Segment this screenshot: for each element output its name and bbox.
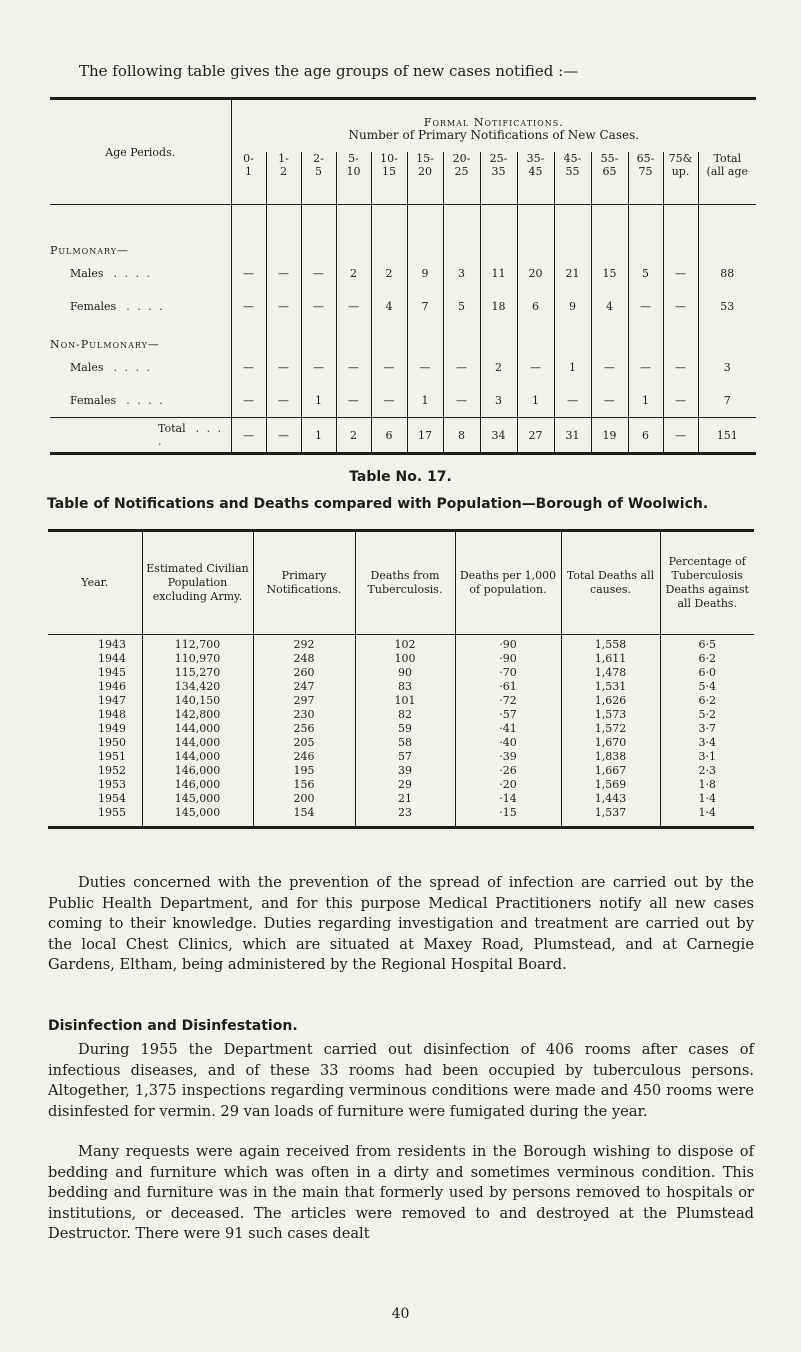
table-cell: ·40: [455, 736, 561, 750]
table-cell: —: [591, 351, 628, 384]
table-cell: 1947: [98, 694, 126, 707]
age-col-bottom: 20: [418, 165, 432, 179]
table-number: Table No. 17.: [349, 469, 452, 485]
table-cell: 1946: [98, 680, 126, 693]
table-cell: 1·8: [660, 778, 754, 792]
total-cell: 6: [371, 418, 407, 454]
table-cell: 3: [443, 257, 480, 290]
table-cell: 6·2: [660, 652, 754, 666]
table-cell: —: [443, 384, 480, 418]
table-cell: 88: [698, 257, 756, 290]
table-cell: 82: [355, 708, 455, 722]
table-cell: ·90: [455, 652, 561, 666]
table-cell: 59: [355, 722, 455, 736]
table-cell: 2: [480, 351, 517, 384]
total-cell: —: [266, 418, 301, 454]
table-row: [50, 384, 756, 418]
age-groups-table: [50, 97, 756, 455]
table-cell: 7: [407, 290, 443, 323]
table-cell: 18: [480, 290, 517, 323]
table-cell: —: [336, 290, 371, 323]
age-periods-header: Age Periods.: [50, 99, 231, 205]
age-col-bottom: (all age: [706, 165, 749, 179]
table-cell: —: [663, 290, 698, 323]
table-cell: 5: [628, 257, 663, 290]
age-col-bottom: 2: [280, 165, 287, 179]
total-cell: —: [231, 418, 266, 454]
table-row: [48, 652, 754, 666]
column-header: Total Deaths all causes.: [561, 531, 660, 635]
total-cell: 151: [698, 418, 756, 454]
group-label: Pulmonary—: [50, 244, 130, 257]
table-cell: —: [663, 351, 698, 384]
table-row: [48, 736, 754, 750]
age-col-bottom: 35: [491, 165, 506, 179]
table-cell: 90: [355, 666, 455, 680]
row-label: [50, 351, 231, 384]
group-label: Non-Pulmonary—: [50, 338, 160, 351]
table-cell: 20: [517, 257, 554, 290]
row-label-text: Females: [70, 394, 117, 407]
age-col-bottom: 75: [638, 165, 653, 179]
age-col-top: 15-: [416, 152, 434, 166]
table-cell: —: [517, 351, 554, 384]
total-label: [50, 418, 231, 454]
total-cell: 6: [628, 418, 663, 454]
table-cell: 5: [443, 290, 480, 323]
notifications-deaths-table: [48, 529, 754, 829]
table-cell: 53: [698, 290, 756, 323]
table-cell: 1,667: [561, 764, 660, 778]
table-cell: 248: [253, 652, 355, 666]
table-cell: 1,670: [561, 736, 660, 750]
table-cell: 1,611: [561, 652, 660, 666]
table-row: [48, 722, 754, 736]
table-cell: —: [443, 351, 480, 384]
table-cell: 1,531: [561, 680, 660, 694]
table-cell: ·70: [455, 666, 561, 680]
table-cell: 1954: [98, 792, 126, 805]
table-cell: 3·7: [660, 722, 754, 736]
age-col-top: 55-: [600, 152, 619, 166]
table-cell: ·26: [455, 764, 561, 778]
leader-dots: . . . .: [113, 361, 152, 374]
table-cell: 83: [355, 680, 455, 694]
age-col-bottom: 1: [245, 165, 252, 179]
age-col-top: 1-: [278, 152, 289, 166]
table-row: [48, 750, 754, 764]
table-cell: —: [266, 257, 301, 290]
section-heading: Disinfection and Disinfestation.: [48, 1018, 298, 1034]
table-cell: 9: [407, 257, 443, 290]
age-col-bottom: 25: [454, 165, 469, 179]
table-cell: —: [301, 257, 336, 290]
table-cell: 1,838: [561, 750, 660, 764]
table-cell: —: [266, 351, 301, 384]
table-cell: 15: [591, 257, 628, 290]
table-row: [48, 792, 754, 806]
table-cell: —: [231, 351, 266, 384]
table-row: [50, 290, 756, 323]
age-column-header: [663, 152, 698, 204]
age-col-bottom: 15: [382, 165, 396, 179]
table-cell: 4: [371, 290, 407, 323]
table-cell: 205: [253, 736, 355, 750]
table-cell: 2: [336, 257, 371, 290]
table-cell: 144,000: [142, 736, 253, 750]
table-cell: 1951: [98, 750, 126, 763]
table-cell: —: [628, 290, 663, 323]
table-row: [50, 257, 756, 290]
age-column-header: [301, 152, 336, 204]
age-column-header: [591, 152, 628, 204]
table-title: Table of Notifications and Deaths compared with Population—Borough of Woolwich.: [47, 496, 709, 512]
row-label: [50, 290, 231, 323]
table-cell: 1,569: [561, 778, 660, 792]
column-header: Percentage of Tuberculosis Deaths against all Deaths.: [660, 531, 754, 635]
paragraph-requests: Many requests were again received from residents in the Borough wishing to dispose of bedding and furniture which was often in a dirty and sometimes verminous condition. This bedding and furniture was in the main that formerly used by persons removed to hospitals or institutions, or deceased. The articles were removed to and destroyed at the Plumstead Destructor. There were 91 such cases dealt: [48, 1143, 754, 1242]
table-cell: ·57: [455, 708, 561, 722]
table-cell: 1,626: [561, 694, 660, 708]
table-cell: 110,970: [142, 652, 253, 666]
table-cell: —: [628, 351, 663, 384]
table-cell: 142,800: [142, 708, 253, 722]
table-cell: 3: [480, 384, 517, 418]
table-cell: —: [301, 351, 336, 384]
total-cell: 2: [336, 418, 371, 454]
table-cell: —: [371, 351, 407, 384]
age-col-top: 25-: [489, 152, 508, 166]
table-cell: 1949: [98, 722, 126, 735]
table-cell: 292: [253, 635, 355, 653]
table-cell: 145,000: [142, 806, 253, 828]
table-cell: 6·0: [660, 666, 754, 680]
table-cell: 3·1: [660, 750, 754, 764]
table-cell: 21: [355, 792, 455, 806]
table-cell: 39: [355, 764, 455, 778]
table-cell: 134,420: [142, 680, 253, 694]
total-label-text: Total: [158, 422, 186, 435]
row-label: [50, 384, 231, 418]
column-header: Deaths per 1,000 of population.: [455, 531, 561, 635]
age-column-header: [698, 152, 756, 204]
table-row: [48, 666, 754, 680]
table-row: [50, 351, 756, 384]
age-column-header: [480, 152, 517, 204]
age-column-header: [266, 152, 301, 204]
table-cell: 144,000: [142, 750, 253, 764]
table-cell: 1944: [98, 652, 126, 665]
table-cell: 3: [698, 351, 756, 384]
table-cell: 2·3: [660, 764, 754, 778]
table-cell: 1952: [98, 764, 126, 777]
table-cell: 1,478: [561, 666, 660, 680]
table-cell: 9: [554, 290, 591, 323]
table-cell: 101: [355, 694, 455, 708]
table-cell: 1943: [98, 638, 126, 651]
table-cell: 3·4: [660, 736, 754, 750]
table-cell: 145,000: [142, 792, 253, 806]
table-cell: —: [336, 384, 371, 418]
table-cell: —: [301, 290, 336, 323]
table-cell: —: [231, 257, 266, 290]
table-cell: 1955: [98, 806, 126, 819]
table-row: [48, 635, 754, 653]
table-cell: 1945: [98, 666, 126, 679]
age-col-bottom: 55: [565, 165, 580, 179]
table-cell: 154: [253, 806, 355, 828]
table-cell: 260: [253, 666, 355, 680]
table-cell: 1,573: [561, 708, 660, 722]
table-cell: 112,700: [142, 635, 253, 653]
leader-dots: . . . .: [113, 267, 152, 280]
row-label-text: Males: [70, 361, 104, 374]
table-cell: 4: [591, 290, 628, 323]
table-cell: 246: [253, 750, 355, 764]
table-row: [48, 708, 754, 722]
total-row: [50, 418, 756, 454]
formal-notifications-header: [231, 99, 756, 153]
table-cell: ·41: [455, 722, 561, 736]
table-cell: 146,000: [142, 764, 253, 778]
leader-dots: . . . .: [126, 394, 165, 407]
table-cell: 6·2: [660, 694, 754, 708]
age-column-header: [628, 152, 663, 204]
column-header: Deaths from Tuberculosis.: [355, 531, 455, 635]
table-cell: ·90: [455, 635, 561, 653]
table-cell: ·39: [455, 750, 561, 764]
table-cell: —: [663, 257, 698, 290]
table-cell: —: [371, 384, 407, 418]
table-cell: 1: [407, 384, 443, 418]
table-cell: ·15: [455, 806, 561, 828]
table-cell: 144,000: [142, 722, 253, 736]
total-cell: —: [663, 418, 698, 454]
age-column-header: [517, 152, 554, 204]
table-cell: 297: [253, 694, 355, 708]
age-column-header: [554, 152, 591, 204]
column-header: Estimated Civilian Population excluding Army.: [142, 531, 253, 635]
table-cell: —: [591, 384, 628, 418]
total-cell: 17: [407, 418, 443, 454]
header-subtitle: Number of Primary Notifications of New Cases.: [348, 128, 640, 142]
age-column-header: [407, 152, 443, 204]
table-cell: 146,000: [142, 778, 253, 792]
table-row: [48, 694, 754, 708]
table-cell: 1948: [98, 708, 126, 721]
table-cell: 5·4: [660, 680, 754, 694]
table-cell: 23: [355, 806, 455, 828]
column-header: Year.: [48, 531, 142, 635]
table-cell: 5·2: [660, 708, 754, 722]
table-cell: ·61: [455, 680, 561, 694]
table-cell: 1950: [98, 736, 126, 749]
page-number: 40: [391, 1306, 410, 1322]
table-cell: 11: [480, 257, 517, 290]
table-cell: 1: [517, 384, 554, 418]
paragraph-disinfection: During 1955 the Department carried out disinfection of 406 rooms after cases of infectious diseases, and of these 33 rooms had been occupied by tuberculous persons. Altogether, 1,375 inspections regarding verminous conditions were made and 450 rooms were disinfested for vermin. 29 van loads of furniture were fumigated during the year.: [48, 1041, 754, 1120]
paragraph-duties: Duties concerned with the prevention of the spread of infection are carried out by the Public Health Department, and for this purpose Medical Practitioners notify all new cases coming to their knowledge. Duties regarding investigation and treatment are carried out by the local Chest Clinics, which are situated at Maxey Road, Plumstead, and at Carnegie Gardens, Eltham, being administered by the Regional Hospital Board.: [48, 874, 754, 973]
table-cell: 6·5: [660, 635, 754, 653]
table-cell: 1: [554, 351, 591, 384]
age-col-top: Total: [713, 152, 742, 166]
age-col-top: 20-: [452, 152, 471, 166]
age-col-top: 35-: [526, 152, 545, 166]
table-row: [48, 806, 754, 828]
age-col-bottom: up.: [671, 165, 690, 179]
table-row: [48, 764, 754, 778]
age-column-header: [336, 152, 371, 204]
table-cell: 115,270: [142, 666, 253, 680]
age-column-header: [371, 152, 407, 204]
table-cell: 156: [253, 778, 355, 792]
age-col-top: 75&: [668, 152, 693, 166]
table-cell: 247: [253, 680, 355, 694]
row-label: [50, 257, 231, 290]
table-cell: —: [407, 351, 443, 384]
table-cell: 1: [628, 384, 663, 418]
table-row: [48, 680, 754, 694]
table-cell: 195: [253, 764, 355, 778]
total-cell: 1: [301, 418, 336, 454]
total-cell: 34: [480, 418, 517, 454]
table-cell: 100: [355, 652, 455, 666]
age-col-top: 45-: [563, 152, 582, 166]
table-cell: 29: [355, 778, 455, 792]
table-cell: 21: [554, 257, 591, 290]
table-cell: 1,572: [561, 722, 660, 736]
age-col-top: 2-: [313, 152, 324, 166]
row-label-text: Females: [70, 300, 117, 313]
table-cell: 1·4: [660, 806, 754, 828]
table-cell: ·14: [455, 792, 561, 806]
table-cell: —: [266, 290, 301, 323]
table-cell: ·20: [455, 778, 561, 792]
total-cell: 31: [554, 418, 591, 454]
table-row: [48, 778, 754, 792]
age-col-top: 5-: [348, 152, 359, 166]
intro-text: The following table gives the age groups of new cases notified :—: [79, 62, 579, 80]
age-col-top: 65-: [636, 152, 655, 166]
table-cell: 230: [253, 708, 355, 722]
table-cell: 1·4: [660, 792, 754, 806]
table-cell: —: [231, 290, 266, 323]
table-cell: —: [663, 384, 698, 418]
table-cell: —: [554, 384, 591, 418]
table-cell: 102: [355, 635, 455, 653]
age-column-header: [443, 152, 480, 204]
table-cell: 140,150: [142, 694, 253, 708]
table-cell: 256: [253, 722, 355, 736]
column-header: Primary Notifications.: [253, 531, 355, 635]
age-col-top: 10-: [380, 152, 398, 166]
table-cell: 6: [517, 290, 554, 323]
table-cell: 200: [253, 792, 355, 806]
total-cell: 19: [591, 418, 628, 454]
age-column-header: [231, 152, 266, 204]
age-col-bottom: 65: [602, 165, 617, 179]
table-cell: 1,443: [561, 792, 660, 806]
table-cell: 57: [355, 750, 455, 764]
leader-dots: . . . .: [158, 422, 224, 448]
table-cell: 58: [355, 736, 455, 750]
leader-dots: . . . .: [126, 300, 165, 313]
age-col-bottom: 45: [528, 165, 543, 179]
row-label-text: Males: [70, 267, 104, 280]
table-cell: 2: [371, 257, 407, 290]
table-cell: 1: [301, 384, 336, 418]
table-cell: —: [231, 384, 266, 418]
table-cell: —: [336, 351, 371, 384]
total-cell: 8: [443, 418, 480, 454]
header-title: Formal Notifications.: [423, 116, 564, 129]
age-col-bottom: 10: [346, 165, 361, 179]
table-cell: ·72: [455, 694, 561, 708]
total-cell: 27: [517, 418, 554, 454]
table-cell: 7: [698, 384, 756, 418]
table-cell: 1,537: [561, 806, 660, 828]
table-cell: 1,558: [561, 635, 660, 653]
table-cell: —: [266, 384, 301, 418]
age-col-bottom: 5: [315, 165, 322, 179]
table-cell: 1953: [98, 778, 126, 791]
age-col-top: 0-: [243, 152, 254, 166]
